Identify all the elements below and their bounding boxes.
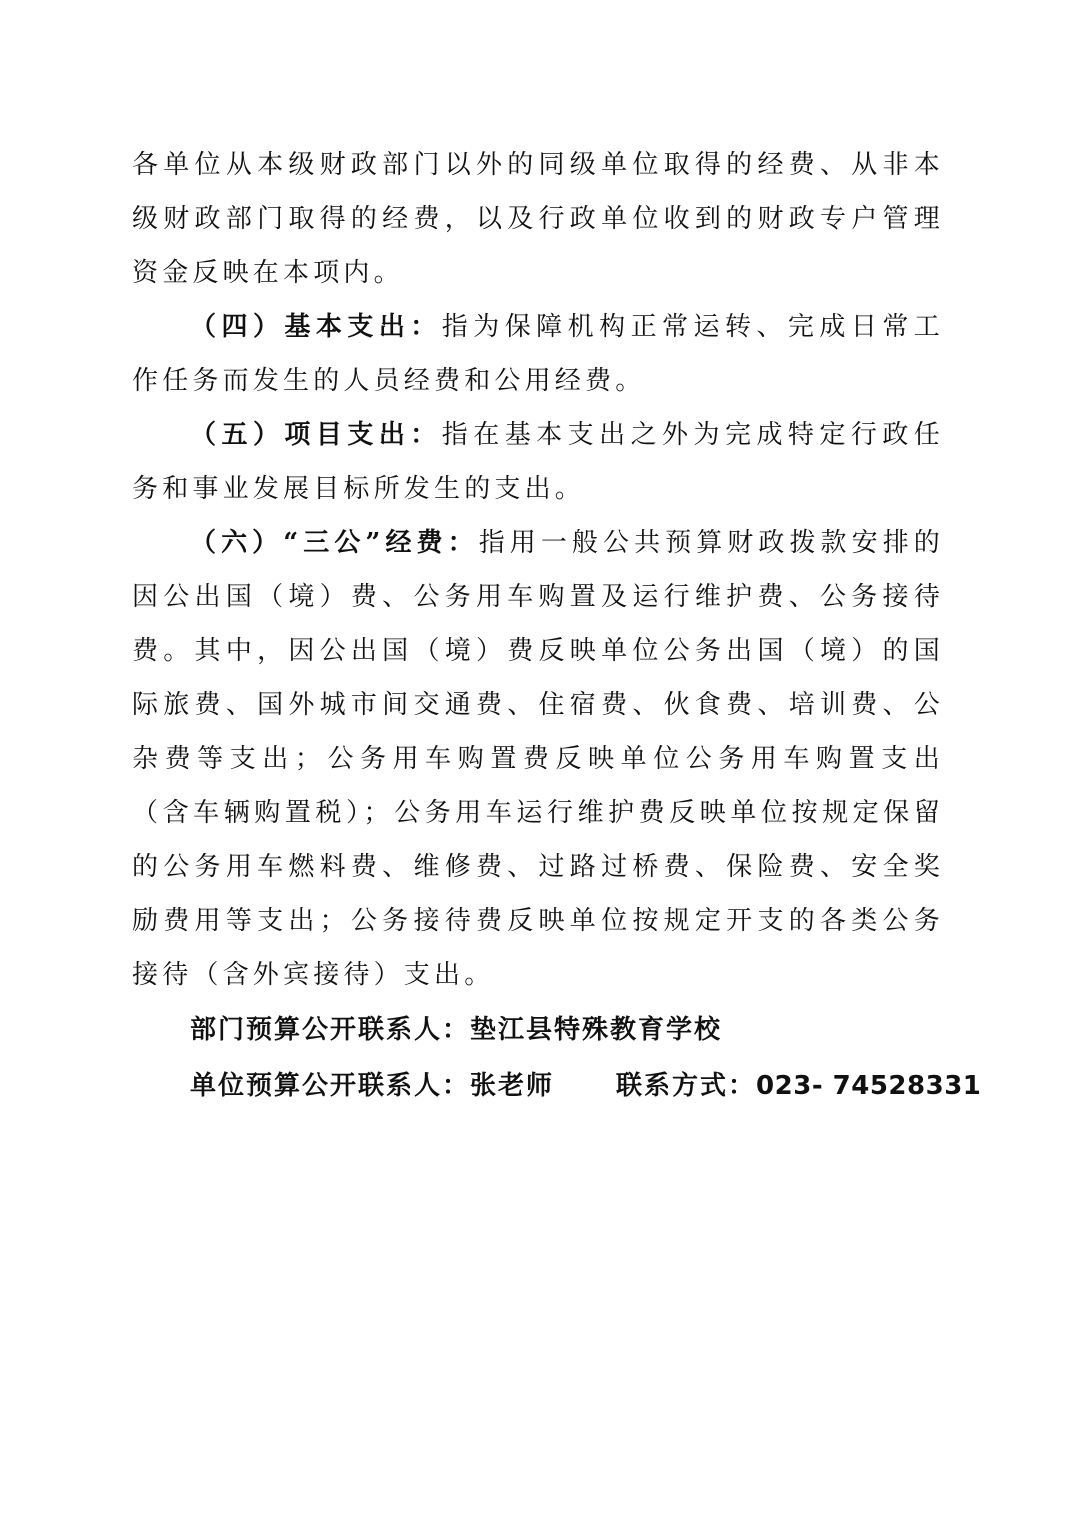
paragraph-project-expenditure — [132, 408, 944, 516]
dept-contact-label: 部门预算公开联系人： — [190, 1015, 471, 1045]
paragraph-other-income-continuation — [132, 138, 944, 300]
document-body — [132, 138, 982, 1114]
paragraph-text: 指在基本支出之外为完成特定行政任务和事业发展目标所发生的支出。 — [132, 420, 945, 504]
unit-contact-value: 张老师 — [470, 1071, 555, 1101]
section-heading-three-public-funds: （六）“三公”经费： — [190, 528, 479, 558]
phone-label: 联系方式： — [616, 1071, 757, 1101]
paragraph-text: 指用一般公共预算财政拨款安排的因公出国（境）费、公务用车购置及运行维护费、公务接待费。其中，因公出国（境）费反映单位公务出国（境）的国际旅费、国外城市间交通费、住宿费、伙食费、培训费、公杂费等支出；公务用车购置费反映单位公务用车购置支出（含车辆购置税）；公务用车运行维护费反映单位按规定保留的公务用车燃料费、维修费、过路过桥费、保险费、安全奖励费用等支出；公务接待费反映单位按规定开支的各类公务接待（含外宾接待）支出。 — [132, 528, 944, 990]
unit-contact-line — [132, 1058, 982, 1114]
section-heading-project-expenditure: （五）项目支出： — [190, 420, 442, 450]
dept-contact-line — [132, 1002, 944, 1058]
paragraph-text: 各单位从本级财政部门以外的同级单位取得的经费、从非本级财政部门取得的经费，以及行政单位收到的财政专户管理资金反映在本项内。 — [132, 150, 944, 288]
dept-contact-value: 垫江县特殊教育学校 — [470, 1015, 723, 1045]
unit-contact-label: 单位预算公开联系人： — [190, 1071, 471, 1101]
paragraph-text: 指为保障机构正常运转、完成日常工作任务而发生的人员经费和公用经费。 — [132, 312, 945, 396]
paragraph-basic-expenditure — [132, 300, 944, 408]
phone-value: 023- 74528331 — [756, 1071, 982, 1101]
paragraph-three-public-funds — [132, 516, 944, 1002]
section-heading-basic-expenditure: （四）基本支出： — [190, 312, 442, 342]
